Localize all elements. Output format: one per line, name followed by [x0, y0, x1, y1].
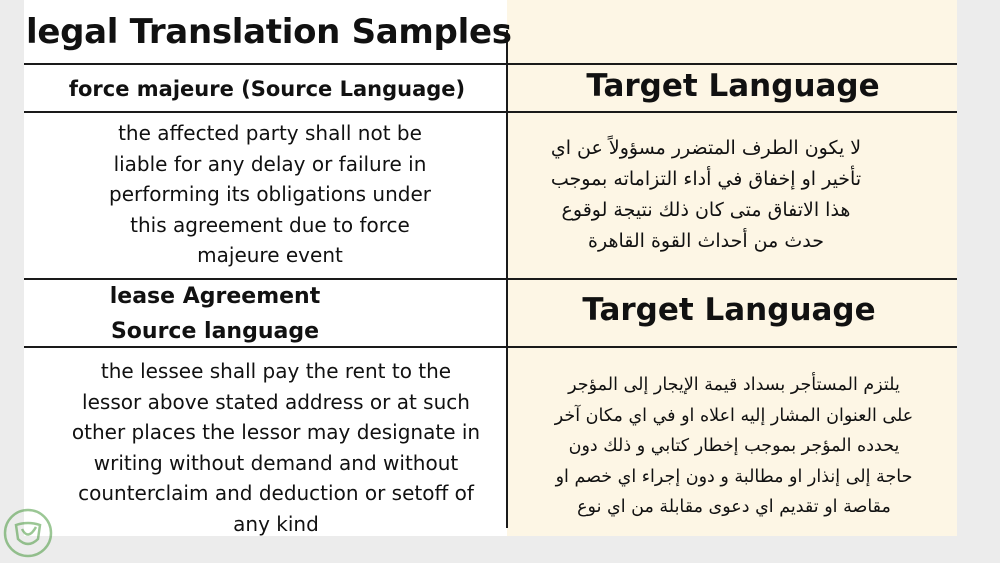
force-majeure-target-text [486, 133, 926, 257]
target-line: حاجة إلى إنذار او مطالبة و دون إجراء اي خصم او [555, 466, 913, 487]
target-line: يحدده المؤجر بموجب إخطار كتابي و ذلك دون [568, 436, 900, 456]
source-line: the affected party shall not be [118, 121, 422, 145]
force-majeure-source-text [40, 118, 500, 271]
leaf-shield-logo-icon [2, 507, 54, 559]
target-line: تأخير او إخفاق في أداء التزاماته بموجب [550, 168, 862, 190]
force-majeure-source-header: force majeure (Source Language) [68, 77, 466, 101]
header-line: lease Agreement [109, 284, 321, 309]
target-line: حدث من أحداث القوة القاهرة [588, 230, 824, 252]
source-line: any kind [233, 511, 319, 536]
header-line: Source language [110, 319, 320, 344]
target-line: مقاصة او تقديم اي دعوى مقابلة من اي نوع [577, 497, 891, 517]
source-line: writing without demand and without [93, 450, 459, 475]
source-line: other places the lessor may designate in [71, 420, 481, 444]
lease-agreement-source-text [44, 356, 508, 539]
page-title: legal Translation Samples [26, 12, 512, 52]
source-line: performing its obligations under [109, 182, 431, 206]
source-line: this agreement due to force [130, 212, 410, 237]
target-line: لا يكون الطرف المتضرر مسؤولاً عن اي [550, 137, 862, 159]
lease-agreement-source-header [60, 279, 370, 349]
target-line: يلتزم المستأجر بسداد قيمة الإيجار إلى المؤجر [568, 375, 900, 395]
source-line: counterclaim and deduction or setoff of [78, 481, 474, 505]
target-line: على العنوان المشار إليه اعلاه او في اي مكان آخر [554, 405, 914, 426]
target-line: هذا الاتفاق متى كان ذلك نتيجة لوقوع [561, 199, 851, 221]
source-line: liable for any delay or failure in [113, 151, 427, 176]
source-line: lessor above stated address or at such [82, 389, 470, 414]
source-line: majeure event [197, 243, 343, 267]
source-line: the lessee shall pay the rent to the [100, 359, 452, 383]
lease-agreement-target-text [514, 370, 954, 523]
lease-agreement-target-header: Target Language [582, 292, 876, 328]
force-majeure-target-header: Target Language [586, 68, 880, 104]
